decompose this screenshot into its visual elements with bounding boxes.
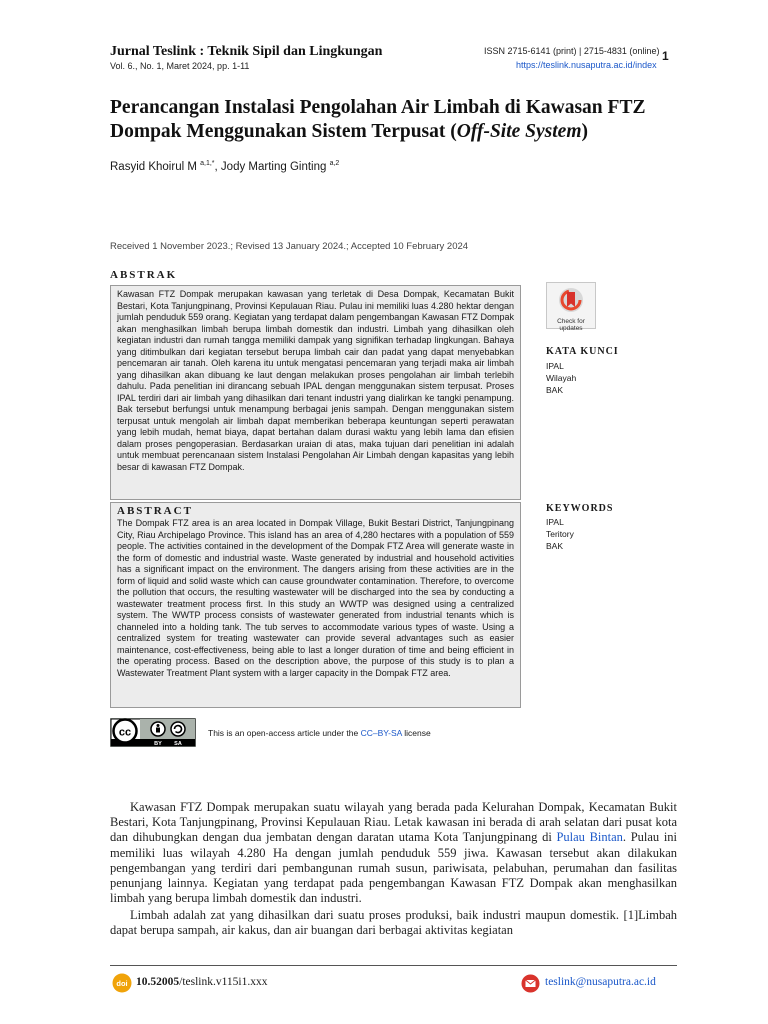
contact-email-link[interactable]: teslink@nusaputra.ac.id — [545, 976, 656, 988]
abstrak-text: Kawasan FTZ Dompak merupakan kawasan yang terletak di Desa Dompak, Kecamatan Bukit Bestari, Kota Tanjungpinang, Provinsi Kepulauan Riau. Pulau ini memiliki luas 4.280 hektar dengan jumlah penduduk 559 orang. Kegiatan yang terdapat dalam pengembangan Kawasan FTZ Dompak akan menghasilkan limbah berupa limbah domestik dan industri. Limbah yang dihasilkan oleh kegiatan industri dan rumah tangga memiliki dampak yang signifikan terhadap lingkungan. Bahaya yang ditimbulkan dari kegiatan tersebut berupa limbah cair dan padat yang dapat menyebabkan pencemaran air tanah. Oleh karena itu untuk mengatasi pencemaran yang terjadi maka air limbah yang dihasilkan akan dibuang ke laut dengan melakukan proses pengolahan air limbah terlebih dahulu. Pada penelitian ini dirancang sebuah IPAL dengan menggunakan sistem terpusat. Proses IPAL terdiri dari air limbah yang dihasilkan dari tenant industri yang dialirkan ke tangki penampung. Bak tersebut berfungsi untuk menampung berbagai jenis sampah. Dengan menggunakan sistem terpusat untuk mengolah air limbah dapat memberikan beberapa keuntungan seperti perawatan yang lebih mudah, hemat biaya, dapat bertahan dalam durasi waktu yang lebih lama dan efisien dalam proses pengoperasian. Berdasarkan uraian di atas, maka tujuan dari penelitian ini adalah untuk membuat perencanaan sistem Instalasi Pengolahan Air Limbah dengan kapasitas yang lebih besar di kawasan FTZ Dompak. — [117, 289, 514, 472]
issn-info: ISSN 2715-6141 (print) | 2715-4831 (online) — [484, 46, 660, 56]
email-icon — [521, 974, 540, 993]
keywords-heading: KEYWORDS — [546, 503, 614, 514]
share-alike-icon — [171, 722, 185, 736]
license-text-after: license — [401, 728, 431, 738]
cc-by-sa-license-badge[interactable] — [110, 718, 196, 747]
keywords-list — [546, 516, 574, 552]
cc-by-label: BY — [154, 741, 162, 747]
kata-kunci-item: Wilayah — [546, 373, 577, 383]
keyword-item: Teritory — [546, 529, 574, 539]
license-text-before: This is an open-access article under the — [208, 728, 361, 738]
body-paragraph-2: Limbah adalah zat yang dihasilkan dari suatu proses produksi, baik industri maupun domestik. [1]Limbah dapat berupa sampah, air kakus, dan air buangan dari berbagai aktivitas kegiatan — [110, 908, 677, 938]
check-label-line-1: Check for — [557, 318, 585, 325]
abstrak-box — [110, 285, 521, 500]
doi-icon — [112, 973, 132, 993]
abstract-box — [110, 502, 521, 708]
license-link[interactable]: CC–BY-SA — [360, 728, 402, 738]
footer-divider — [110, 965, 677, 966]
paper-title — [110, 96, 690, 144]
author-1: Rasyid Khoirul M — [110, 160, 201, 173]
para1-text-a: Kawasan FTZ Dompak merupakan suatu wilayah yang berada pada Kelurahan Dompak, Kecamatan Bukit Bestari, Kota Tanjungpinang, Provinsi Kepulauan Riau. Letak kawasan ini berada di arah selatan dari pusat kota dan dihubungkan dengan dua jembatan dengan daratan utama Kota Tanjungpinang di — [110, 800, 677, 845]
pulau-bintan-link[interactable]: Pulau Bintan — [556, 830, 623, 845]
authors — [110, 160, 339, 173]
doi-prefix: 10.52005 — [136, 976, 180, 988]
kata-kunci-heading: KATA KUNCI — [546, 346, 619, 357]
doi-suffix: /teslink.v115i1.xxx — [179, 976, 268, 988]
kata-kunci-list — [546, 360, 576, 396]
abstract-text: The Dompak FTZ area is an area located in Dompak Village, Bukit Bestari District, Tanjungpinang City, Riau Archipelago Province. This island has an area of 4,280 hectares with a population of 559 people. The activities contained in the development of the Dompak FTZ Area will generate waste in the form of domestic and industrial waste. Waste generated by industrial and household activities has a significant impact on the environment. The dangers arising from these activities are in the form of liquid and solid waste which can cause groundwater contamination. Therefore, to overcome the pollution that occurs, the resulting wastewater will be discharged into the sea by conducting a wastewater treatment process first. In this study an WWTP was designed using a centralized system. The WWTP process consists of wastewater generated from industrial tenants which is channeled into a holding tank. The tub serves to accommodate various types of waste. Using a centralized system for treating wastewater can provide several advantages such as easier maintenance, cost-effectiveness, being able to last a longer duration of time and being efficient in the operating process. Based on the description above, the purpose of this study is to plan a Wastewater Treatment Plant system with a larger capacity in the Dompak FTZ area. — [117, 518, 514, 678]
paper-title-main: Perancangan Instalasi Pengolahan Air Limbah di Kawasan FTZ Dompak Menggunakan Sistem Terpusat ( — [110, 97, 646, 142]
abstrak-heading: ABSTRAK — [110, 269, 178, 281]
author-2-affiliation: a,2 — [329, 160, 340, 167]
abstract-heading: ABSTRACT — [117, 505, 193, 517]
author-1-affiliation: a,1,* — [200, 160, 215, 167]
kata-kunci-item: IPAL — [546, 361, 564, 371]
journal-volume: Vol. 6., No. 1, Maret 2024, pp. 1-11 — [110, 61, 250, 71]
body-paragraph-1 — [110, 800, 677, 906]
svg-text:doi: doi — [116, 979, 128, 988]
journal-title: Jurnal Teslink : Teknik Sipil dan Lingkungan — [110, 44, 383, 59]
doi-link[interactable] — [136, 976, 268, 988]
check-for-updates-badge[interactable] — [546, 282, 596, 332]
author-separator: , Jody Marting Ginting — [214, 160, 330, 173]
keyword-item: IPAL — [546, 517, 564, 527]
cc-sa-label: SA — [174, 741, 182, 747]
paper-title-italic: Off-Site System — [456, 121, 582, 142]
journal-url-link[interactable]: https://teslink.nusaputra.ac.id/index — [516, 60, 657, 70]
license-statement — [208, 728, 431, 738]
keyword-item: BAK — [546, 541, 564, 551]
paper-title-close: ) — [581, 121, 588, 142]
para1-text-b: . Pulau ini memiliki luas wilayah 4.280 Ha dengan jumlah penduduk 559 jiwa. Kawasan tersebut akan dilakukan pengembangan yang terdiri dari pembangunan rumah susun, pariwisata, pelabuhan, perumahan dan fasilitas penunjang lainnya. Kegiatan yang terdapat pada pengembangan Kawasan FTZ Dompak akan menghasilkan limbah yang berupa limbah domestik dan industri. — [110, 830, 678, 906]
page-number: 1 — [662, 49, 669, 63]
submission-dates: Received 1 November 2023.; Revised 13 January 2024.; Accepted 10 February 2024 — [110, 241, 469, 252]
check-for-updates-label — [547, 318, 595, 332]
kata-kunci-item: BAK — [546, 385, 564, 395]
bookmark-icon — [558, 287, 584, 313]
svg-text:cc: cc — [118, 726, 132, 739]
check-label-line-2: updates — [559, 325, 583, 332]
